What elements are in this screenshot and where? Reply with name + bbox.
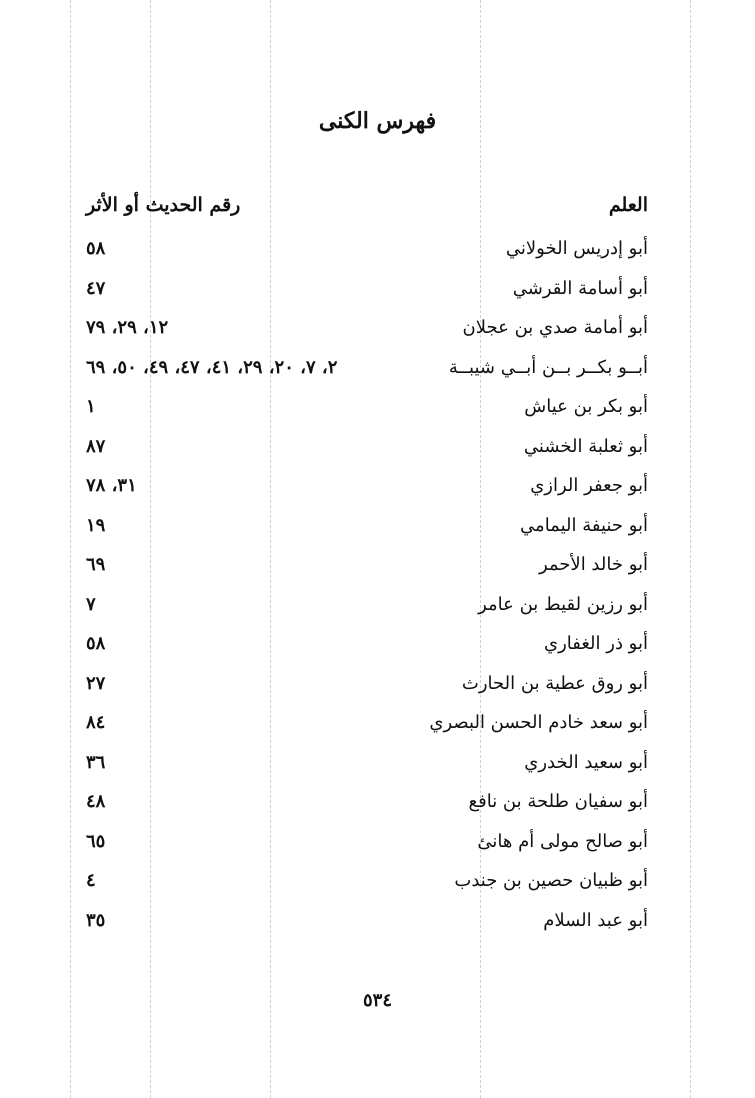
index-entry xyxy=(86,274,648,314)
name-column-label: العلم xyxy=(608,194,648,216)
entry-name: أبو ظبيان حصين بن جندب xyxy=(454,870,648,891)
index-entry xyxy=(86,906,648,946)
page-number: ٥٣٤ xyxy=(362,990,392,1011)
entry-name: أبو ذر الغفاري xyxy=(543,633,648,654)
reference-column-label: رقم الحديث أو الأثر xyxy=(86,194,241,216)
column-header xyxy=(86,194,648,226)
entry-refs: ٥٨ xyxy=(86,633,106,654)
index-entry xyxy=(86,471,648,511)
entry-refs: ٤ xyxy=(86,870,96,891)
entry-refs: ٣٦ xyxy=(86,751,106,773)
scan-guide-line xyxy=(70,0,71,1098)
entry-refs: ٢٧ xyxy=(86,672,106,694)
entry-name: أبو بكر بن عياش xyxy=(524,396,648,417)
entry-refs: ٤٧ xyxy=(86,277,106,299)
index-entry xyxy=(86,392,648,432)
entry-name: أبو سعد خادم الحسن البصري xyxy=(429,712,648,733)
entry-name: أبو حنيفة اليمامي xyxy=(520,514,648,536)
entry-name: أبو أسامة القرشي xyxy=(512,277,648,299)
index-entry xyxy=(86,629,648,669)
scan-guide-line xyxy=(690,0,691,1098)
index-entry xyxy=(86,708,648,748)
entry-refs: ٢، ٧، ٢٠، ٢٩، ٤١، ٤٧، ٤٩، ٥٠، ٦٩ xyxy=(86,356,338,378)
index-entry xyxy=(86,353,648,393)
entry-name: أبو إدريس الخولاني xyxy=(505,238,648,259)
entry-refs: ٦٥ xyxy=(86,830,106,852)
index-entry xyxy=(86,866,648,906)
entry-refs: ٦٩ xyxy=(86,554,106,575)
entry-name: أبو ثعلبة الخشني xyxy=(523,435,648,457)
kunya-index-list xyxy=(86,234,648,945)
entry-name: أبو روق عطية بن الحارث xyxy=(461,672,648,694)
index-entry xyxy=(86,234,648,274)
index-entry xyxy=(86,313,648,353)
index-entry xyxy=(86,787,648,827)
entry-name: أبو سفيان طلحة بن نافع xyxy=(468,791,648,812)
entry-name: أبو عبد السلام xyxy=(543,909,648,931)
entry-refs: ١٢، ٢٩، ٧٩ xyxy=(86,317,169,338)
entry-refs: ٧ xyxy=(86,593,96,615)
entry-refs: ٨٤ xyxy=(86,712,106,733)
entry-name: أبــو بكــر بــن أبــي شيبــة xyxy=(448,356,648,378)
page-title: فهرس الكنى xyxy=(318,108,437,134)
index-entry xyxy=(86,669,648,709)
index-entry xyxy=(86,432,648,472)
entry-refs: ٨٧ xyxy=(86,435,106,457)
index-entry xyxy=(86,748,648,788)
entry-refs: ٣٥ xyxy=(86,909,106,931)
index-entry xyxy=(86,550,648,590)
index-entry xyxy=(86,590,648,630)
entry-name: أبو أمامة صدي بن عجلان xyxy=(462,317,648,338)
entry-refs: ٣١، ٧٨ xyxy=(86,475,137,496)
index-entry xyxy=(86,827,648,867)
entry-name: أبو جعفر الرازي xyxy=(530,475,648,496)
index-entry xyxy=(86,511,648,551)
entry-name: أبو صالح مولى أم هانئ xyxy=(477,830,648,852)
entry-refs: ٤٨ xyxy=(86,791,106,812)
entry-refs: ١٩ xyxy=(86,514,106,536)
entry-name: أبو رزين لقيط بن عامر xyxy=(478,593,648,615)
entry-refs: ١ xyxy=(86,396,96,417)
entry-refs: ٥٨ xyxy=(86,238,106,259)
entry-name: أبو خالد الأحمر xyxy=(538,554,648,575)
entry-name: أبو سعيد الخدري xyxy=(524,751,648,773)
